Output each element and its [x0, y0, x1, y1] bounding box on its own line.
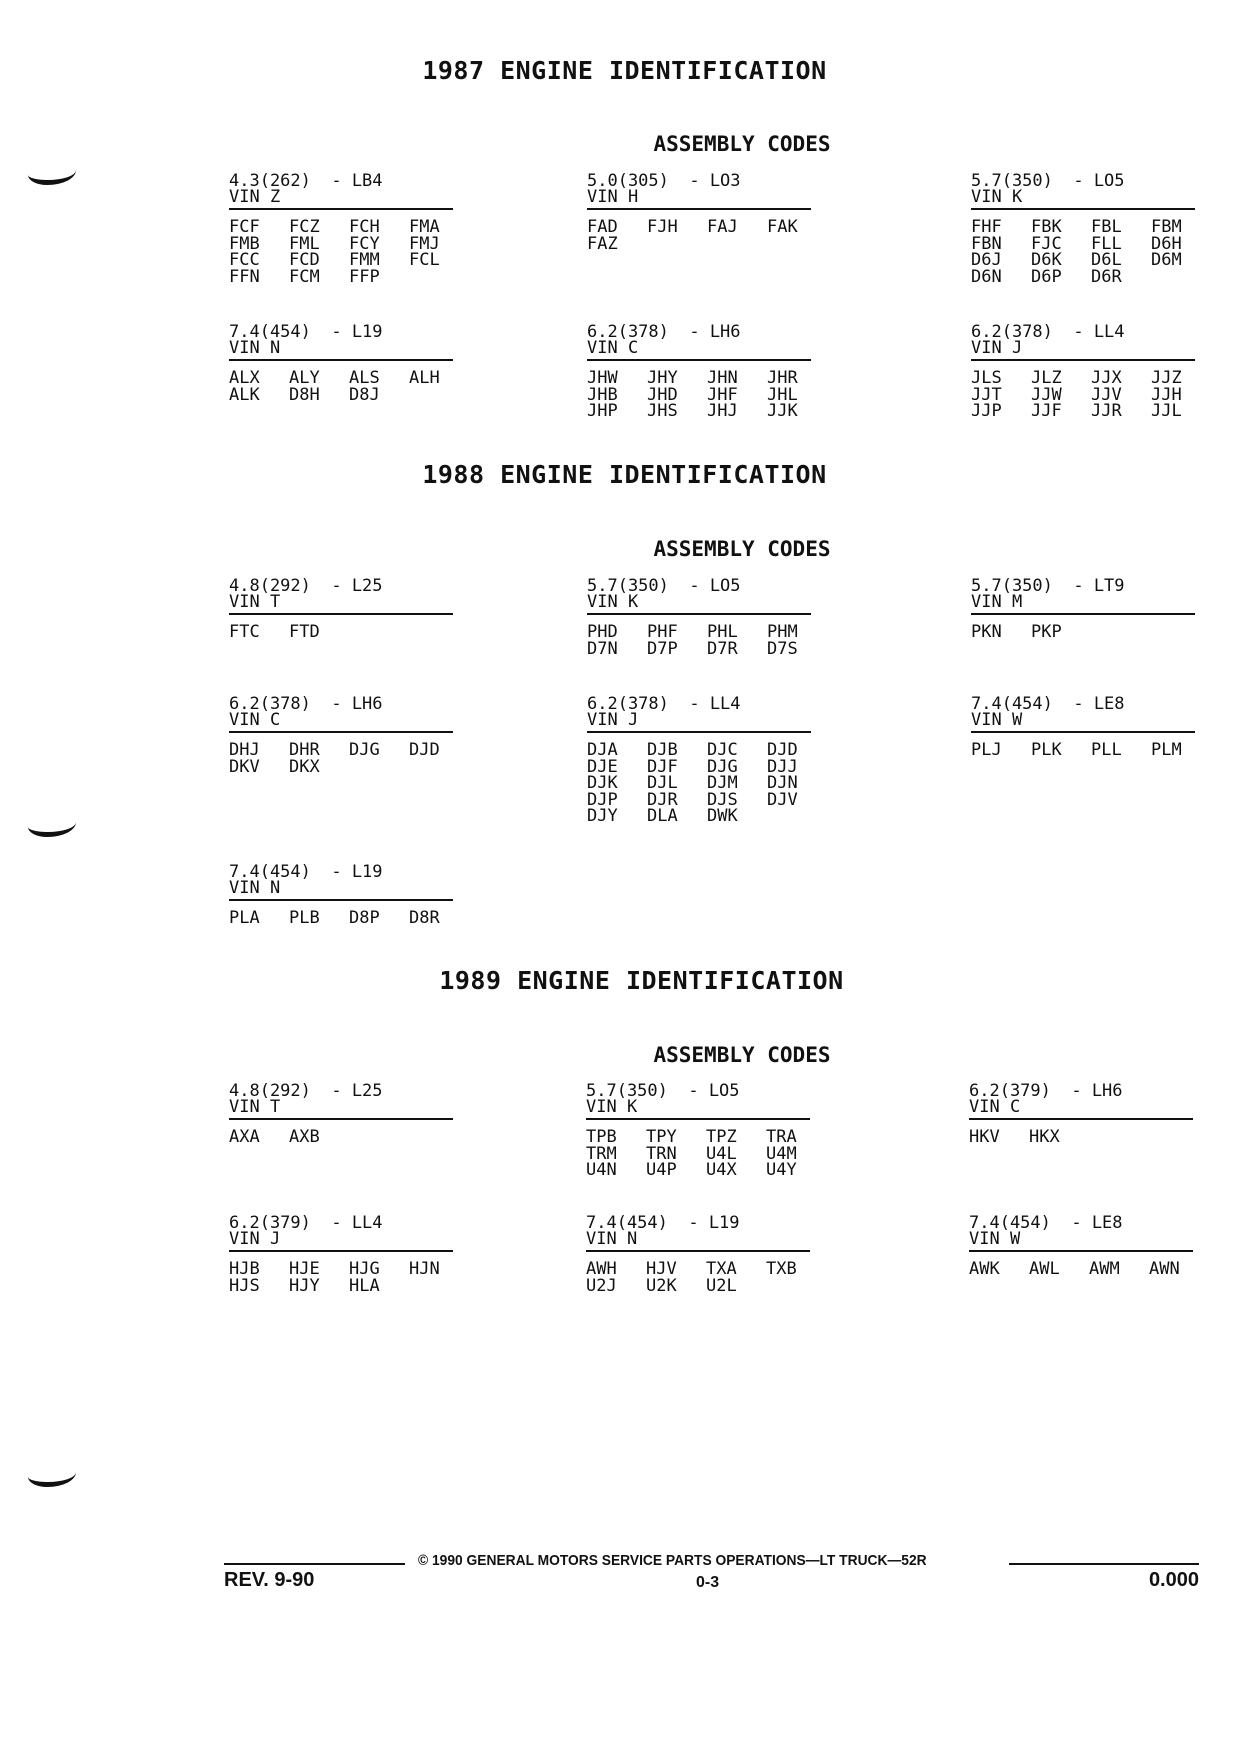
binder-mark: [28, 160, 76, 185]
assembly-code: DJS: [707, 789, 738, 810]
engine-heading: 5.7(350) - LT9: [971, 576, 1125, 596]
assembly-code: U2K: [646, 1275, 677, 1296]
engine-heading: 6.2(378) - LH6: [229, 694, 383, 714]
assembly-code: ALH: [409, 368, 440, 388]
engine-block: [969, 1083, 1193, 1146]
assembly-code: JHL: [767, 384, 798, 405]
assembly-code: JJH: [1151, 384, 1182, 405]
assembly-code: JHF: [707, 384, 738, 405]
assembly-code: D7N: [587, 638, 618, 659]
assembly-code: U4Y: [766, 1160, 797, 1180]
assembly-code: U4X: [706, 1160, 737, 1180]
divider: [971, 731, 1195, 733]
assembly-code: JHD: [647, 384, 678, 405]
assembly-code: DJD: [409, 740, 440, 760]
divider: [587, 731, 811, 733]
engine-heading: 6.2(379) - LH6: [969, 1081, 1123, 1101]
assembly-code: JJP: [971, 401, 1002, 421]
assembly-code: FCF: [229, 217, 260, 237]
assembly-code: FJC: [1031, 233, 1062, 254]
assembly-code: PLA: [229, 908, 260, 928]
engine-block: [586, 1083, 810, 1179]
assembly-code: FBM: [1151, 217, 1182, 237]
assembly-code: PLL: [1091, 740, 1122, 760]
assembly-code: JJT: [971, 384, 1002, 405]
assembly-code: D6N: [971, 266, 1002, 287]
assembly-code: U4L: [706, 1143, 737, 1164]
engine-heading: 7.4(454) - LE8: [969, 1213, 1123, 1233]
assembly-code: TPZ: [706, 1127, 737, 1147]
code-grid: [586, 1261, 810, 1294]
assembly-code: AXB: [289, 1127, 320, 1147]
assembly-code: FCC: [229, 250, 260, 270]
assembly-code: PLB: [289, 908, 320, 928]
footer-copyright: © 1990 GENERAL MOTORS SERVICE PARTS OPERATIONS—LT TRUCK—52R: [418, 1552, 927, 1569]
assembly-codes-heading: ASSEMBLY CODES: [653, 537, 831, 561]
section-title-1988: 1988 ENGINE IDENTIFICATION: [422, 460, 827, 489]
assembly-code: AWL: [1029, 1259, 1060, 1279]
assembly-code: PHL: [707, 622, 738, 642]
code-grid: [229, 742, 453, 775]
assembly-code: DJA: [587, 740, 618, 760]
assembly-code: PHD: [587, 622, 618, 642]
assembly-code: DJP: [587, 789, 618, 810]
assembly-code: HLA: [349, 1275, 380, 1296]
assembly-code: DJG: [707, 756, 738, 777]
assembly-code: FFN: [229, 266, 260, 287]
engine-heading: 6.2(378) - LL4: [971, 322, 1125, 342]
revision-label: REV. 9-90: [224, 1569, 315, 1591]
engine-heading: 4.3(262) - LB4: [229, 171, 383, 191]
divider: [229, 731, 453, 733]
assembly-code: AWN: [1149, 1259, 1180, 1279]
code-grid: [229, 219, 453, 285]
assembly-code: FCM: [289, 266, 320, 287]
assembly-code: FMJ: [409, 233, 440, 254]
assembly-code: FAD: [587, 217, 618, 237]
engine-block: [587, 578, 811, 657]
divider: [969, 1118, 1193, 1120]
assembly-code: DJE: [587, 756, 618, 777]
assembly-codes-heading: ASSEMBLY CODES: [653, 132, 831, 156]
code-grid: [229, 910, 453, 927]
engine-block: [969, 1215, 1193, 1278]
assembly-code: DHJ: [229, 740, 260, 760]
engine-heading: 4.8(292) - L25: [229, 576, 383, 596]
engine-heading: 7.4(454) - L19: [229, 862, 383, 882]
assembly-code: U4P: [646, 1160, 677, 1180]
engine-heading: 5.7(350) - LO5: [971, 171, 1125, 191]
code-grid: [969, 1129, 1193, 1146]
engine-block: [971, 324, 1195, 420]
assembly-code: FAZ: [587, 233, 618, 254]
code-grid: [969, 1261, 1193, 1278]
assembly-code: HJV: [646, 1259, 677, 1279]
assembly-code: PLM: [1151, 740, 1182, 760]
engine-heading: 6.2(379) - LL4: [229, 1213, 383, 1233]
assembly-code: ALY: [289, 368, 320, 388]
assembly-code: TXB: [766, 1259, 797, 1279]
engine-vin: VIN C: [587, 338, 639, 358]
assembly-code: DJC: [707, 740, 738, 760]
assembly-code: DJN: [767, 773, 798, 793]
assembly-code: JJW: [1031, 384, 1062, 405]
engine-block: [971, 578, 1195, 641]
binder-mark: [28, 812, 76, 837]
assembly-code: FBK: [1031, 217, 1062, 237]
engine-heading: 7.4(454) - LE8: [971, 694, 1125, 714]
assembly-code: AWM: [1089, 1259, 1120, 1279]
assembly-code: D6R: [1091, 266, 1122, 287]
assembly-code: JHY: [647, 368, 678, 388]
assembly-code: AXA: [229, 1127, 260, 1147]
assembly-code: HJE: [289, 1259, 320, 1279]
assembly-code: PKN: [971, 622, 1002, 642]
code-grid: [229, 1129, 453, 1146]
engine-block: [229, 1215, 453, 1294]
engine-block: [587, 696, 811, 825]
assembly-code: D8P: [349, 908, 380, 928]
engine-block: [586, 1215, 810, 1294]
engine-vin: VIN N: [229, 878, 281, 898]
assembly-code: JJK: [767, 401, 798, 421]
code-grid: [229, 624, 453, 641]
assembly-code: FAJ: [707, 217, 738, 237]
engine-block: [587, 324, 811, 420]
assembly-code: FTC: [229, 622, 260, 642]
engine-heading: 4.8(292) - L25: [229, 1081, 383, 1101]
assembly-code: ALK: [229, 384, 260, 405]
assembly-code: PHF: [647, 622, 678, 642]
assembly-code: DJY: [587, 806, 618, 826]
engine-vin: VIN H: [587, 187, 639, 207]
assembly-code: HJS: [229, 1275, 260, 1296]
assembly-code: JJZ: [1151, 368, 1182, 388]
code-grid: [971, 219, 1195, 285]
assembly-code: FML: [289, 233, 320, 254]
assembly-code: FMA: [409, 217, 440, 237]
divider: [971, 208, 1195, 210]
section-title-1989: 1989 ENGINE IDENTIFICATION: [439, 966, 844, 995]
code-grid: [586, 1129, 810, 1179]
assembly-code: TRM: [586, 1143, 617, 1164]
engine-vin: VIN T: [229, 592, 281, 612]
assembly-code: D6H: [1151, 233, 1182, 254]
engine-vin: VIN T: [229, 1097, 281, 1117]
engine-block: [229, 864, 453, 927]
assembly-code: DJR: [647, 789, 678, 810]
engine-block: [229, 173, 453, 285]
assembly-code: FCZ: [289, 217, 320, 237]
engine-vin: VIN N: [586, 1229, 638, 1249]
assembly-code: U2J: [586, 1275, 617, 1296]
assembly-code: D7R: [707, 638, 738, 659]
assembly-code: DJM: [707, 773, 738, 793]
assembly-code: PKP: [1031, 622, 1062, 642]
engine-heading: 6.2(378) - LH6: [587, 322, 741, 342]
assembly-code: DJG: [349, 740, 380, 760]
divider: [587, 613, 811, 615]
engine-block: [971, 173, 1195, 285]
assembly-code: PLJ: [971, 740, 1002, 760]
engine-block: [587, 173, 811, 252]
engine-vin: VIN K: [586, 1097, 638, 1117]
assembly-code: JHP: [587, 401, 618, 421]
engine-vin: VIN C: [229, 710, 281, 730]
engine-vin: VIN J: [587, 710, 639, 730]
assembly-code: TRA: [766, 1127, 797, 1147]
code-grid: [587, 370, 811, 420]
assembly-code: DJK: [587, 773, 618, 793]
assembly-code: FFP: [349, 266, 380, 287]
assembly-code: DJD: [767, 740, 798, 760]
assembly-code: JHN: [707, 368, 738, 388]
assembly-code: FCL: [409, 250, 440, 270]
assembly-code: FMB: [229, 233, 260, 254]
assembly-code: DLA: [647, 806, 678, 826]
assembly-code: DJL: [647, 773, 678, 793]
assembly-code: JJX: [1091, 368, 1122, 388]
divider: [229, 359, 453, 361]
assembly-code: D6J: [971, 250, 1002, 270]
engine-block: [229, 696, 453, 775]
assembly-code: D7P: [647, 638, 678, 659]
assembly-code: TPY: [646, 1127, 677, 1147]
engine-vin: VIN J: [229, 1229, 281, 1249]
divider: [229, 208, 453, 210]
assembly-code: JHS: [647, 401, 678, 421]
assembly-code: AWH: [586, 1259, 617, 1279]
assembly-code: HJB: [229, 1259, 260, 1279]
divider: [229, 1118, 453, 1120]
assembly-code: FJH: [647, 217, 678, 237]
engine-vin: VIN Z: [229, 187, 281, 207]
engine-vin: VIN J: [971, 338, 1023, 358]
assembly-code: PLK: [1031, 740, 1062, 760]
assembly-codes-heading: ASSEMBLY CODES: [653, 1043, 831, 1067]
code-grid: [229, 1261, 453, 1294]
code-grid: [971, 742, 1195, 759]
assembly-code: TRN: [646, 1143, 677, 1164]
assembly-code: JJR: [1091, 401, 1122, 421]
code-grid: [587, 219, 811, 252]
assembly-code: ALX: [229, 368, 260, 388]
assembly-code: DJJ: [767, 756, 798, 777]
assembly-code: D6K: [1031, 250, 1062, 270]
engine-vin: VIN N: [229, 338, 281, 358]
assembly-code: FCY: [349, 233, 380, 254]
engine-heading: 7.4(454) - L19: [229, 322, 383, 342]
assembly-code: HKV: [969, 1127, 1000, 1147]
assembly-code: JHB: [587, 384, 618, 405]
assembly-code: FBL: [1091, 217, 1122, 237]
assembly-code: JLS: [971, 368, 1002, 388]
assembly-code: JJF: [1031, 401, 1062, 421]
assembly-code: D6L: [1091, 250, 1122, 270]
footer-rule: [224, 1563, 405, 1565]
divider: [587, 208, 811, 210]
assembly-code: DKX: [289, 756, 320, 777]
assembly-code: FBN: [971, 233, 1002, 254]
divider: [586, 1250, 810, 1252]
assembly-code: D8H: [289, 384, 320, 405]
divider: [971, 613, 1195, 615]
assembly-code: D6M: [1151, 250, 1182, 270]
engine-vin: VIN M: [971, 592, 1023, 612]
page-number: 0-3: [696, 1574, 720, 1591]
divider: [586, 1118, 810, 1120]
divider: [971, 359, 1195, 361]
engine-heading: 7.4(454) - L19: [586, 1213, 740, 1233]
assembly-code: JHR: [767, 368, 798, 388]
binder-mark: [28, 1462, 76, 1487]
page-footer: [224, 1550, 1199, 1620]
footer-rule: [1009, 1563, 1199, 1565]
engine-block: [971, 696, 1195, 759]
assembly-code: FCH: [349, 217, 380, 237]
assembly-code: JJV: [1091, 384, 1122, 405]
assembly-code: AWK: [969, 1259, 1000, 1279]
assembly-code: D8J: [349, 384, 380, 405]
assembly-code: FHF: [971, 217, 1002, 237]
assembly-code: FMM: [349, 250, 380, 270]
assembly-code: U2L: [706, 1275, 737, 1296]
assembly-code: FCD: [289, 250, 320, 270]
assembly-code: DHR: [289, 740, 320, 760]
assembly-code: HKX: [1029, 1127, 1060, 1147]
assembly-code: D6P: [1031, 266, 1062, 287]
assembly-code: ALS: [349, 368, 380, 388]
assembly-code: U4N: [586, 1160, 617, 1180]
assembly-code: JLZ: [1031, 368, 1062, 388]
engine-heading: 5.7(350) - LO5: [586, 1081, 740, 1101]
code-grid: [587, 624, 811, 657]
assembly-code: DJV: [767, 789, 798, 810]
divider: [229, 613, 453, 615]
divider: [229, 1250, 453, 1252]
assembly-code: HJY: [289, 1275, 320, 1296]
engine-heading: 5.7(350) - LO5: [587, 576, 741, 596]
section-number: 0.000: [1148, 1569, 1199, 1591]
assembly-code: JJL: [1151, 401, 1182, 421]
divider: [587, 359, 811, 361]
engine-vin: VIN K: [971, 187, 1023, 207]
engine-heading: 5.0(305) - LO3: [587, 171, 741, 191]
engine-block: [229, 578, 453, 641]
code-grid: [229, 370, 453, 403]
assembly-code: TXA: [706, 1259, 737, 1279]
assembly-code: D8R: [409, 908, 440, 928]
engine-vin: VIN K: [587, 592, 639, 612]
code-grid: [971, 624, 1195, 641]
assembly-code: FTD: [289, 622, 320, 642]
assembly-code: DWK: [707, 806, 738, 826]
divider: [969, 1250, 1193, 1252]
assembly-code: JHJ: [707, 401, 738, 421]
assembly-code: TPB: [586, 1127, 617, 1147]
engine-heading: 6.2(378) - LL4: [587, 694, 741, 714]
code-grid: [587, 742, 811, 825]
engine-vin: VIN W: [971, 710, 1023, 730]
assembly-code: DJB: [647, 740, 678, 760]
divider: [229, 899, 453, 901]
engine-vin: VIN W: [969, 1229, 1021, 1249]
engine-vin: VIN C: [969, 1097, 1021, 1117]
assembly-code: FAK: [767, 217, 798, 237]
code-grid: [971, 370, 1195, 420]
assembly-code: HJN: [409, 1259, 440, 1279]
assembly-code: JHW: [587, 368, 618, 388]
engine-block: [229, 324, 453, 403]
assembly-code: DJF: [647, 756, 678, 777]
assembly-code: PHM: [767, 622, 798, 642]
assembly-code: DKV: [229, 756, 260, 777]
section-title-1987: 1987 ENGINE IDENTIFICATION: [422, 56, 827, 85]
assembly-code: FLL: [1091, 233, 1122, 254]
assembly-code: U4M: [766, 1143, 797, 1164]
assembly-code: HJG: [349, 1259, 380, 1279]
engine-block: [229, 1083, 453, 1146]
assembly-code: D7S: [767, 638, 798, 659]
